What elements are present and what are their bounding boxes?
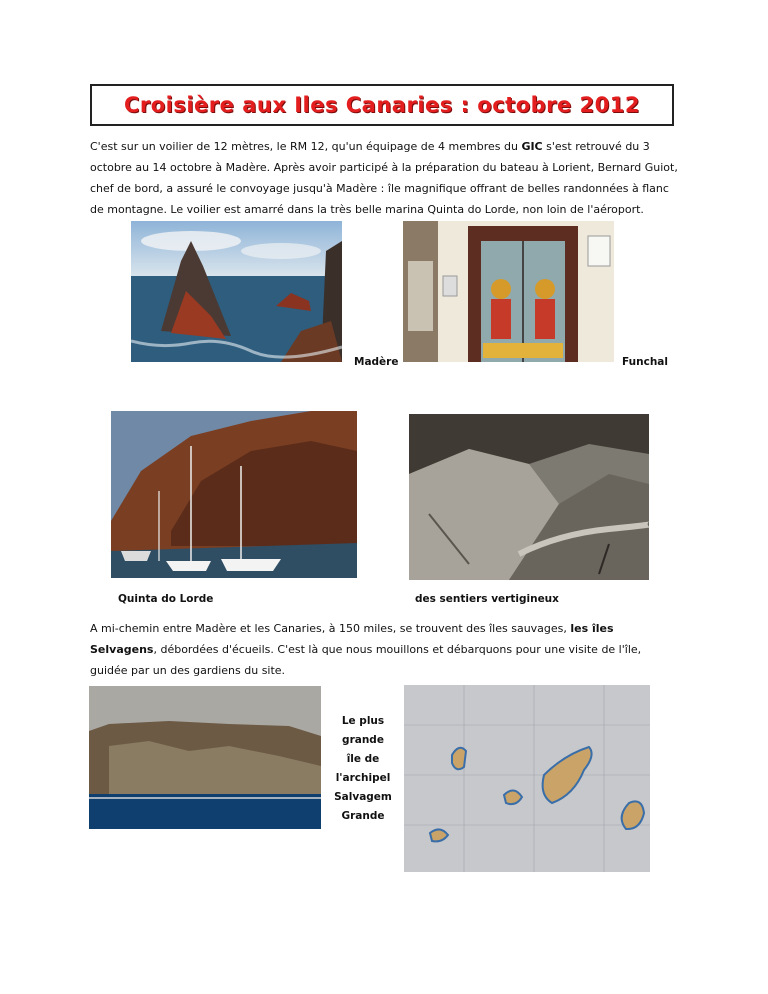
caption-sentiers: des sentiers vertigineux xyxy=(415,593,559,605)
gic-label: GIC xyxy=(521,140,543,153)
side-caption-line: l'archipel xyxy=(335,772,391,784)
caption-madere: Madère xyxy=(354,356,399,368)
side-caption-line: grande xyxy=(342,734,384,746)
middle-text-2: , débordées d'écueils. C'est là que nous mouillons et débarquons pour une visite de l'île, guidée par un des gardiens du site. xyxy=(90,643,642,677)
caption-quinta: Quinta do Lorde xyxy=(118,593,214,605)
intro-text-1: C'est sur un voilier de 12 mètres, le RM 12, qu'un équipage de 4 membres du xyxy=(90,140,522,153)
intro-paragraph xyxy=(90,136,680,220)
page-title: Croisière aux Iles Canaries : octobre 2012 xyxy=(123,93,641,117)
photo-funchal xyxy=(403,221,614,362)
side-caption-line: Grande xyxy=(341,810,385,822)
side-caption-line: île de xyxy=(346,753,380,765)
side-caption xyxy=(326,712,400,826)
caption-funchal: Funchal xyxy=(622,356,668,368)
selvagens-label: les îles Selvagens xyxy=(90,622,614,656)
side-caption-line: Le plus xyxy=(341,715,385,727)
side-caption-line: Salvagem xyxy=(334,791,392,803)
photo-nautical-chart xyxy=(404,685,650,872)
middle-text-1: A mi-chemin entre Madère et les Canaries, à 150 miles, se trouvent des îles sauvages, xyxy=(90,622,571,635)
photo-sentiers xyxy=(409,414,649,580)
photo-quinta-do-lorde xyxy=(111,411,357,578)
photo-madere xyxy=(131,221,342,362)
intro-text-2: s'est retrouvé du 3 octobre au 14 octobre à Madère. Après avoir participé à la préparation du bateau à Lorient, Bernard Guiot, chef de bord, a assuré le convoyage jusqu'à Madère : île magnifique offrant de belles randonnées à flanc de montagne. Le voilier est amarré dans la très belle marina Quinta do Lorde, non loin de l'aéroport. xyxy=(90,140,678,216)
title-box xyxy=(90,84,674,126)
photo-selvagem-grande xyxy=(89,686,321,829)
middle-paragraph xyxy=(90,618,680,681)
